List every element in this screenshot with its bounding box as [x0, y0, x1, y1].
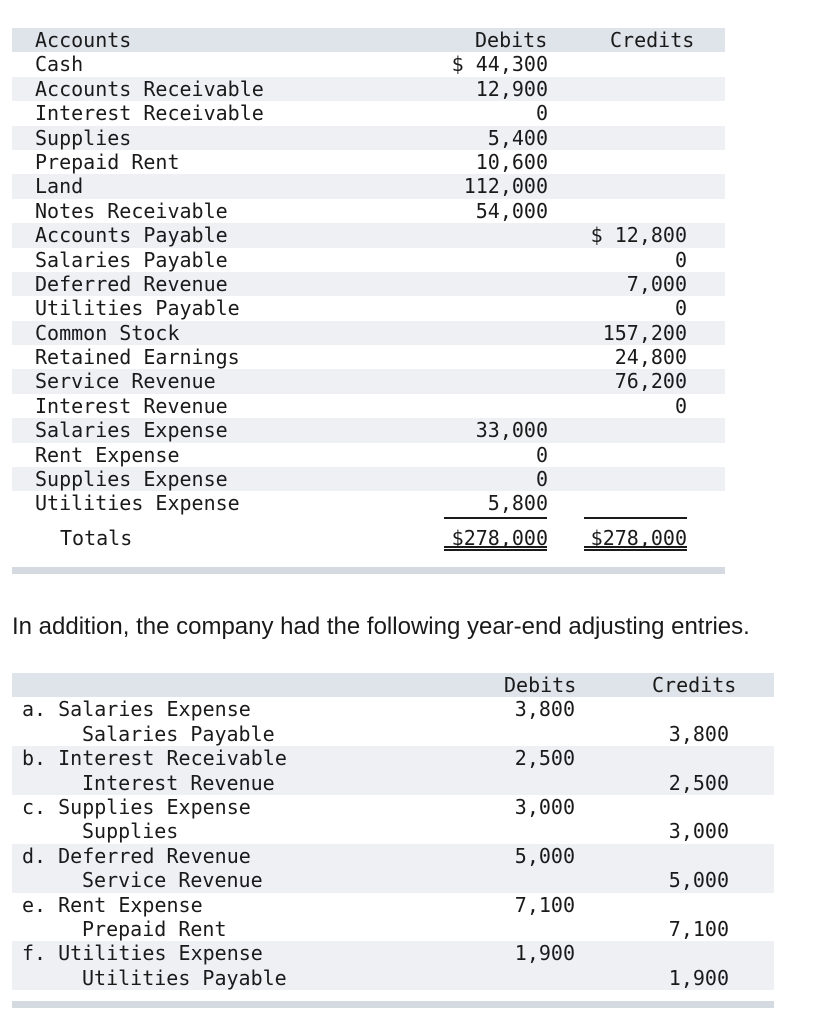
adj-debits-header: Debits [504, 673, 577, 697]
table-row [12, 248, 725, 272]
entry-debit-row [12, 795, 774, 819]
account-name: Service Revenue [35, 369, 216, 394]
account-name: Deferred Revenue [35, 271, 228, 296]
table-row [12, 52, 725, 76]
account-name: Retained Earnings [35, 345, 240, 370]
account-name: Utilities Payable [35, 296, 240, 321]
credit-value: 0 [674, 393, 687, 418]
entry-credit-row [12, 966, 774, 990]
table-row [12, 296, 725, 320]
credits-header: Credits [610, 28, 695, 52]
credit-value: 0 [674, 247, 687, 272]
account-name: Notes Receivable [35, 198, 228, 223]
account-name: Cash [35, 52, 84, 77]
table-row [12, 150, 725, 174]
table-row [12, 443, 725, 467]
table-row [12, 394, 725, 418]
account-name: Interest Receivable [35, 101, 264, 126]
debit-value: $ 44,300 [451, 52, 548, 77]
entry-debit-row [12, 941, 774, 965]
debit-value: 12,900 [475, 76, 548, 101]
debit-value: 33,000 [475, 418, 548, 443]
entry-debit-row [12, 746, 774, 770]
debit-value: 5,400 [487, 125, 548, 150]
entry-debit-amount: 3,000 [514, 794, 575, 819]
entry-debit-row [12, 697, 774, 721]
debits-subtotal-rule [444, 517, 547, 519]
credit-value: 0 [674, 296, 687, 321]
entry-debit-account: f. Utilities Expense [22, 941, 263, 966]
accounts-header: Accounts [35, 28, 132, 52]
adj-credits-header: Credits [652, 673, 737, 697]
entry-debit-amount: 7,100 [514, 892, 575, 917]
entry-debit-amount: 3,800 [514, 697, 575, 722]
credit-value: $ 12,800 [590, 223, 687, 248]
entry-credit-account: Supplies [82, 819, 179, 844]
debit-value: 0 [535, 442, 548, 467]
debit-value: 54,000 [475, 198, 548, 223]
entry-credit-amount: 3,800 [668, 721, 729, 746]
entry-credit-row [12, 917, 774, 941]
table-row [12, 491, 725, 515]
table-row [12, 101, 725, 125]
adj-bottom-bar [12, 1001, 774, 1008]
table-row [12, 418, 725, 442]
table-bottom-bar [12, 567, 725, 574]
entry-credit-amount: 5,000 [668, 868, 729, 893]
table-row [12, 77, 725, 101]
entry-debit-row [12, 844, 774, 868]
table-row [12, 369, 725, 393]
debits-header: Debits [475, 28, 548, 52]
entry-debit-row [12, 893, 774, 917]
trial-balance-header-row [12, 28, 725, 52]
entry-credit-account: Service Revenue [82, 868, 263, 893]
table-row [12, 174, 725, 198]
debit-value: 0 [535, 101, 548, 126]
entry-debit-account: d. Deferred Revenue [22, 843, 251, 868]
account-name: Land [35, 174, 84, 199]
account-name: Supplies [35, 125, 132, 150]
debits-total-double-rule [444, 546, 547, 551]
table-row [12, 223, 725, 247]
total-debits: $278,000 [451, 525, 548, 550]
total-credits: $278,000 [590, 525, 687, 550]
credit-value: 76,200 [614, 369, 687, 394]
table-row [12, 199, 725, 223]
entry-debit-amount: 5,000 [514, 843, 575, 868]
totals-row [12, 516, 725, 560]
account-name: Salaries Expense [35, 418, 228, 443]
entry-credit-row [12, 868, 774, 892]
trial-balance-table [12, 28, 725, 560]
account-name: Utilities Expense [35, 491, 240, 516]
entry-credit-row [12, 771, 774, 795]
totals-label: Totals [60, 525, 133, 550]
table-row [12, 321, 725, 345]
entry-credit-amount: 3,000 [668, 819, 729, 844]
entry-debit-account: a. Salaries Expense [22, 697, 251, 722]
entry-credit-amount: 2,500 [668, 770, 729, 795]
entry-credit-account: Prepaid Rent [82, 916, 227, 941]
account-name: Salaries Payable [35, 247, 228, 272]
table-row [12, 272, 725, 296]
account-name: Interest Revenue [35, 393, 228, 418]
credit-value: 157,200 [602, 320, 687, 345]
debit-value: 112,000 [463, 174, 548, 199]
account-name: Accounts Payable [35, 223, 228, 248]
account-name: Supplies Expense [35, 467, 228, 492]
account-name: Accounts Receivable [35, 76, 264, 101]
entry-credit-row [12, 819, 774, 843]
entry-debit-amount: 2,500 [514, 746, 575, 771]
entry-credit-row [12, 722, 774, 746]
credit-value: 7,000 [626, 271, 687, 296]
table-row [12, 126, 725, 150]
entry-credit-amount: 1,900 [668, 965, 729, 990]
entry-credit-account: Salaries Payable [82, 721, 275, 746]
debit-value: 5,800 [487, 491, 548, 516]
account-name: Prepaid Rent [35, 149, 180, 174]
debit-value: 0 [535, 467, 548, 492]
credits-subtotal-rule [584, 517, 687, 519]
table-row [12, 345, 725, 369]
entry-credit-amount: 7,100 [668, 916, 729, 941]
adjusting-header-row [12, 673, 774, 697]
credit-value: 24,800 [614, 345, 687, 370]
table-row [12, 467, 725, 491]
entry-debit-amount: 1,900 [514, 941, 575, 966]
intro-text: In addition, the company had the following year-end adjusting entries. [12, 613, 750, 640]
entry-debit-account: b. Interest Receivable [22, 746, 287, 771]
adjusting-entries-table [12, 673, 774, 990]
account-name: Rent Expense [35, 442, 180, 467]
account-name: Common Stock [35, 320, 180, 345]
entry-debit-account: c. Supplies Expense [22, 794, 251, 819]
debit-value: 10,600 [475, 149, 548, 174]
entry-debit-account: e. Rent Expense [22, 892, 203, 917]
entry-credit-account: Interest Revenue [82, 770, 275, 795]
entry-credit-account: Utilities Payable [82, 965, 287, 990]
credits-total-double-rule [584, 546, 687, 551]
